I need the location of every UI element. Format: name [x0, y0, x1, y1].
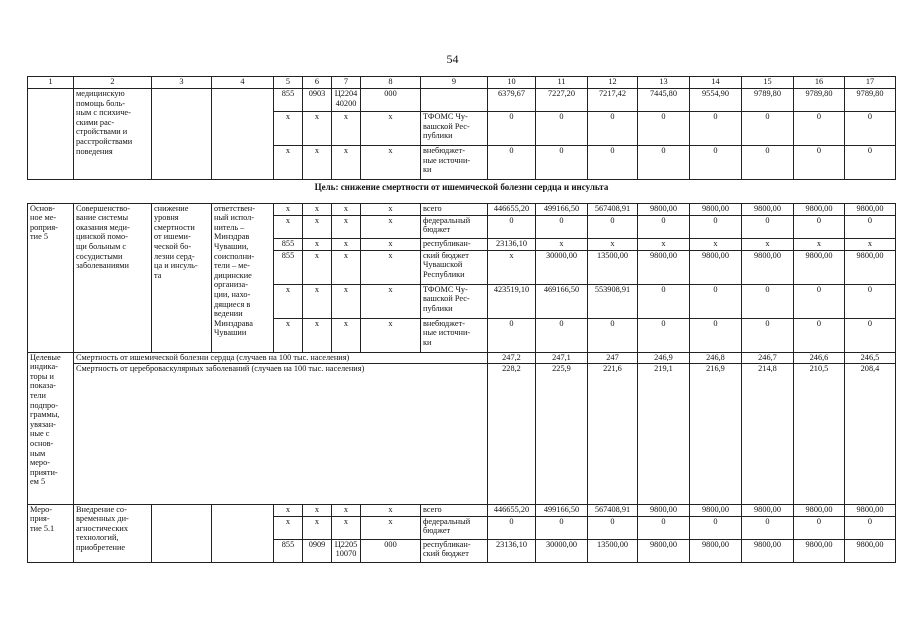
funding-source-cell: ский бюджет Чувашской Республики [421, 250, 488, 284]
value-cell: 446655,20 [488, 203, 536, 215]
column-header: 9 [421, 77, 488, 89]
value-cell: 553908,91 [588, 284, 638, 318]
value-cell: 9800,00 [794, 504, 845, 516]
value-cell: 567408,91 [588, 504, 638, 516]
column-header: 15 [742, 77, 794, 89]
value-cell: 0 [488, 516, 536, 539]
value-cell: x [488, 250, 536, 284]
code-cell: x [332, 250, 361, 284]
code-cell: x [274, 516, 303, 539]
code-cell: 0909 [303, 539, 332, 562]
code-cell: x [303, 203, 332, 215]
value-cell: 0 [690, 284, 742, 318]
column-header: 3 [152, 77, 212, 89]
goal-heading: Цель: снижение смертности от ишемической болезни сердца и инсульта [28, 180, 896, 204]
value-cell: 225,9 [536, 363, 588, 504]
value-cell: 9800,00 [690, 250, 742, 284]
value-cell: x [742, 238, 794, 250]
value-cell: 0 [488, 146, 536, 180]
goal-row [28, 180, 896, 204]
header-row [28, 77, 896, 89]
measure-id-cell: Меро- прия- тие 5.1 [28, 504, 74, 562]
code-cell: x [361, 516, 421, 539]
value-cell: 9800,00 [690, 539, 742, 562]
code-cell: x [274, 112, 303, 146]
column-header: 12 [588, 77, 638, 89]
value-cell: 499166,50 [536, 504, 588, 516]
value-cell: 0 [794, 146, 845, 180]
code-cell: x [332, 238, 361, 250]
value-cell: 208,4 [845, 363, 896, 504]
code-cell: x [332, 203, 361, 215]
code-cell: x [303, 250, 332, 284]
code-cell: x [303, 504, 332, 516]
value-cell: 0 [638, 516, 690, 539]
value-cell: 30000,00 [536, 539, 588, 562]
code-cell: x [274, 318, 303, 352]
measure-name-cell: Внедрение со- временных ди- агностических технологий, приобретение [74, 504, 152, 562]
value-cell: 499166,50 [536, 203, 588, 215]
value-cell: 0 [638, 146, 690, 180]
value-cell: 0 [536, 146, 588, 180]
code-cell: x [332, 284, 361, 318]
value-cell: 446655,20 [488, 504, 536, 516]
indicator-heading-cell: Целевые индика- торы и показа- тели подпро- граммы, увязан- ные с основ- ным меро- прияти- ем 5 [28, 352, 74, 504]
value-cell: 0 [488, 215, 536, 238]
value-cell: 0 [794, 112, 845, 146]
value-cell: 210,5 [794, 363, 845, 504]
column-header: 5 [274, 77, 303, 89]
column-header: 2 [74, 77, 152, 89]
code-cell: 0903 [303, 89, 332, 112]
funding-source-cell [421, 89, 488, 112]
funding-source-cell: всего [421, 504, 488, 516]
empty-cell [152, 504, 212, 562]
column-header: 10 [488, 77, 536, 89]
code-cell: x [303, 516, 332, 539]
value-cell: 0 [536, 215, 588, 238]
column-header: 4 [212, 77, 274, 89]
value-cell: 9789,80 [794, 89, 845, 112]
value-cell: 0 [845, 516, 896, 539]
value-cell: 0 [845, 112, 896, 146]
code-cell: 855 [274, 238, 303, 250]
value-cell: 0 [845, 215, 896, 238]
value-cell: 0 [845, 146, 896, 180]
value-cell: x [794, 238, 845, 250]
value-cell: 7217,42 [588, 89, 638, 112]
value-cell: 9800,00 [742, 539, 794, 562]
code-cell: Ц2205 10070 [332, 539, 361, 562]
column-header: 16 [794, 77, 845, 89]
value-cell: x [588, 238, 638, 250]
value-cell: 7227,20 [536, 89, 588, 112]
value-cell: 9800,00 [690, 203, 742, 215]
value-cell: 9800,00 [845, 539, 896, 562]
funding-source-cell: федеральный бюджет [421, 516, 488, 539]
value-cell: 0 [488, 318, 536, 352]
code-cell: x [332, 318, 361, 352]
value-cell: 13500,00 [588, 250, 638, 284]
value-cell: 23136,10 [488, 238, 536, 250]
value-cell: 0 [588, 516, 638, 539]
funding-source-cell: республикан- [421, 238, 488, 250]
value-cell: 0 [638, 112, 690, 146]
value-cell: 0 [690, 112, 742, 146]
code-cell: x [361, 203, 421, 215]
code-cell: 855 [274, 89, 303, 112]
indicator-label-cell: Смертность от цереброваскулярных заболеваний (случаев на 100 тыс. населения) [74, 363, 488, 504]
value-cell: x [845, 238, 896, 250]
value-cell: 9800,00 [845, 203, 896, 215]
column-header: 13 [638, 77, 690, 89]
value-cell: 228,2 [488, 363, 536, 504]
value-cell: 216,9 [690, 363, 742, 504]
code-cell: x [361, 146, 421, 180]
code-cell: x [274, 146, 303, 180]
value-cell: 0 [588, 112, 638, 146]
value-cell: 7445,80 [638, 89, 690, 112]
code-cell: x [361, 504, 421, 516]
column-header: 8 [361, 77, 421, 89]
indicator-label-cell: Смертность от ишемической болезни сердца (случаев на 100 тыс. населения) [74, 352, 488, 363]
value-cell: 9800,00 [742, 203, 794, 215]
value-cell: 0 [845, 318, 896, 352]
empty-cell [28, 89, 74, 180]
code-cell: 000 [361, 539, 421, 562]
value-cell: 9800,00 [794, 250, 845, 284]
value-cell: 246,6 [794, 352, 845, 363]
indicator-row [28, 363, 896, 504]
value-cell: 0 [845, 284, 896, 318]
code-cell: x [361, 238, 421, 250]
value-cell: 246,8 [690, 352, 742, 363]
measure-name-cell: Совершенство- вание системы оказания меди- цинской помо- щи больным с сосудистыми заболеваниями [74, 203, 152, 352]
value-cell: 0 [794, 318, 845, 352]
column-header: 1 [28, 77, 74, 89]
code-cell: x [332, 146, 361, 180]
value-cell: 0 [690, 318, 742, 352]
funding-source-cell: всего [421, 203, 488, 215]
table-row [28, 203, 896, 215]
value-cell: 0 [536, 318, 588, 352]
funding-source-cell: федеральный бюджет [421, 215, 488, 238]
value-cell: 9789,80 [845, 89, 896, 112]
value-cell: 219,1 [638, 363, 690, 504]
value-cell: 6379,67 [488, 89, 536, 112]
value-cell: 0 [742, 146, 794, 180]
value-cell: 23136,10 [488, 539, 536, 562]
value-cell: 247,2 [488, 352, 536, 363]
value-cell: 247 [588, 352, 638, 363]
value-cell: 9800,00 [742, 250, 794, 284]
code-cell: x [332, 516, 361, 539]
value-cell: 9800,00 [638, 504, 690, 516]
budget-table [27, 76, 896, 563]
value-cell: 246,9 [638, 352, 690, 363]
code-cell: x [303, 238, 332, 250]
funding-source-cell: внебюджет- ные источни- ки [421, 146, 488, 180]
measure-name-cell: медицинскую помощь боль- ным с психиче- скими рас- стройствами и расстройствами поведения [74, 89, 152, 180]
value-cell: 0 [638, 318, 690, 352]
column-header: 7 [332, 77, 361, 89]
value-cell: x [536, 238, 588, 250]
column-header: 6 [303, 77, 332, 89]
value-cell: 9800,00 [845, 250, 896, 284]
value-cell: 0 [638, 215, 690, 238]
value-cell: 469166,50 [536, 284, 588, 318]
value-cell: 9800,00 [638, 539, 690, 562]
table-row [28, 89, 896, 112]
column-header: 17 [845, 77, 896, 89]
value-cell: 9800,00 [845, 504, 896, 516]
value-cell: x [690, 238, 742, 250]
value-cell: 9554,90 [690, 89, 742, 112]
indicator-row [28, 352, 896, 363]
value-cell: 0 [588, 215, 638, 238]
value-cell: 9800,00 [794, 203, 845, 215]
code-cell: x [361, 215, 421, 238]
funding-source-cell: внебюджет- ные источни- ки [421, 318, 488, 352]
code-cell: x [361, 284, 421, 318]
code-cell: x [332, 112, 361, 146]
value-cell: 214,8 [742, 363, 794, 504]
empty-cell [212, 504, 274, 562]
value-cell: 0 [794, 516, 845, 539]
code-cell: x [361, 112, 421, 146]
code-cell: x [303, 284, 332, 318]
value-cell: 9800,00 [638, 250, 690, 284]
value-cell: 13500,00 [588, 539, 638, 562]
value-cell: 9789,80 [742, 89, 794, 112]
value-cell: 0 [536, 112, 588, 146]
measure-id-cell: Основ- ное ме- роприя- тие 5 [28, 203, 74, 352]
value-cell: 0 [794, 284, 845, 318]
value-cell: 0 [742, 516, 794, 539]
value-cell: 30000,00 [536, 250, 588, 284]
code-cell: x [303, 112, 332, 146]
empty-cell [152, 89, 212, 180]
value-cell: 0 [488, 112, 536, 146]
value-cell: 567408,91 [588, 203, 638, 215]
value-cell: 247,1 [536, 352, 588, 363]
value-cell: 0 [794, 215, 845, 238]
value-cell: 9800,00 [742, 504, 794, 516]
value-cell: 0 [742, 284, 794, 318]
page-number: 54 [446, 52, 459, 66]
funding-source-cell: республикан- ский бюджет [421, 539, 488, 562]
value-cell: 246,7 [742, 352, 794, 363]
value-cell: 221,6 [588, 363, 638, 504]
code-cell: x [361, 250, 421, 284]
table-row [28, 504, 896, 516]
funding-source-cell: ТФОМС Чу- вашской Рес- публики [421, 112, 488, 146]
code-cell: x [274, 284, 303, 318]
executor-cell: ответствен- ный испол- нитель – Минздрав Чувашии, соисполни- тели – ме- дицинские организа- ции, нахо- дящиеся в ведении Минздрава Чувашии [212, 203, 274, 352]
value-cell: 423519,10 [488, 284, 536, 318]
code-cell: 855 [274, 539, 303, 562]
funding-source-cell: ТФОМС Чу- вашской Рес- публики [421, 284, 488, 318]
code-cell: x [303, 318, 332, 352]
code-cell: 000 [361, 89, 421, 112]
code-cell: x [332, 215, 361, 238]
value-cell: 0 [690, 215, 742, 238]
value-cell: 0 [588, 318, 638, 352]
value-cell: 0 [638, 284, 690, 318]
value-cell: 0 [742, 215, 794, 238]
value-cell: 0 [588, 146, 638, 180]
value-cell: 9800,00 [690, 504, 742, 516]
value-cell: 0 [742, 112, 794, 146]
code-cell: x [303, 146, 332, 180]
column-header: 11 [536, 77, 588, 89]
empty-cell [212, 89, 274, 180]
code-cell: 855 [274, 250, 303, 284]
value-cell: 0 [690, 516, 742, 539]
code-cell: x [361, 318, 421, 352]
code-cell: Ц2204 40200 [332, 89, 361, 112]
value-cell: 246,5 [845, 352, 896, 363]
value-cell: 0 [536, 516, 588, 539]
value-cell: x [638, 238, 690, 250]
code-cell: x [274, 203, 303, 215]
value-cell: 9800,00 [638, 203, 690, 215]
value-cell: 9800,00 [794, 539, 845, 562]
code-cell: x [303, 215, 332, 238]
column-header: 14 [690, 77, 742, 89]
expected-result-cell: снижение уровня смертности от ишеми- ческой бо- лезни серд- ца и инсуль- та [152, 203, 212, 352]
code-cell: x [332, 504, 361, 516]
value-cell: 0 [742, 318, 794, 352]
code-cell: x [274, 215, 303, 238]
value-cell: 0 [690, 146, 742, 180]
code-cell: x [274, 504, 303, 516]
table-body [28, 77, 896, 563]
